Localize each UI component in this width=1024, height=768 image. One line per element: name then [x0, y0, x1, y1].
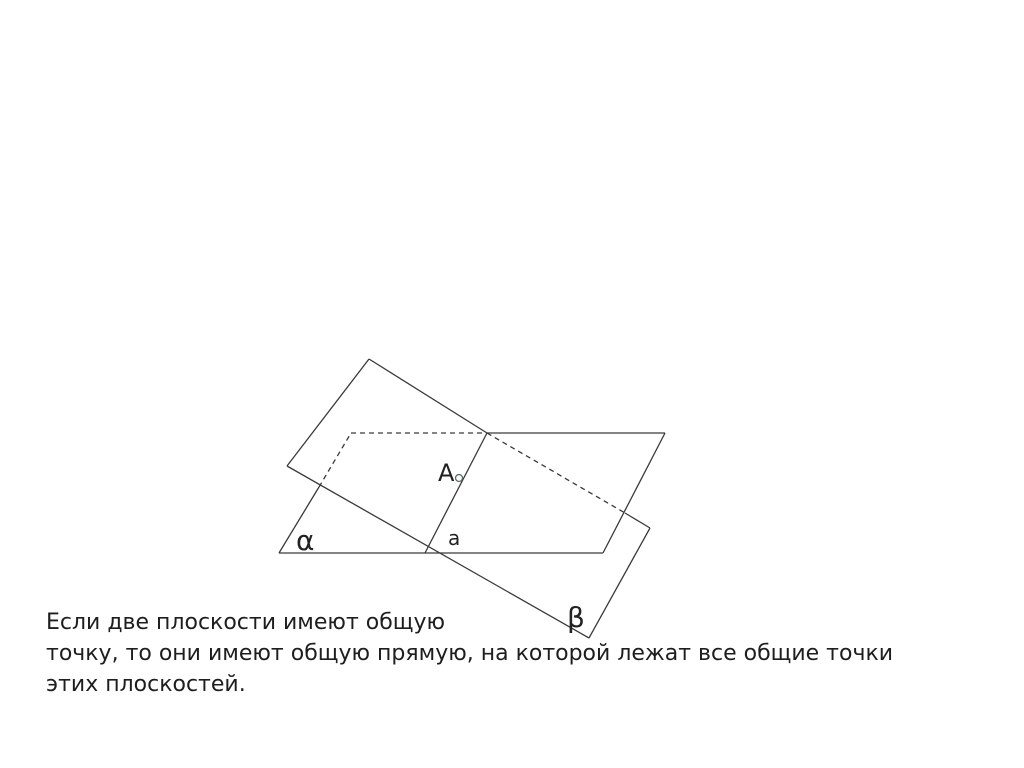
- theorem-statement: [46, 607, 976, 700]
- statement-line-1: Если две плоскости имеют общую: [46, 610, 446, 635]
- point-a-label: A: [438, 459, 455, 487]
- plane-alpha-label: α: [296, 524, 315, 557]
- plane-beta-upper-edge: [369, 359, 487, 433]
- plane-beta-label: β: [567, 601, 585, 634]
- plane-beta: [287, 359, 650, 638]
- plane-alpha-right-edge: [603, 433, 665, 553]
- point-a-marker: [456, 475, 463, 482]
- plane-beta-upper-edge-hidden: [487, 433, 625, 513]
- statement-line-2: точку, то они имеют общую прямую, на которой лежат все общие точки: [46, 641, 894, 666]
- plane-beta-upper-edge-end: [625, 513, 650, 528]
- line-a-label: a: [448, 526, 461, 550]
- plane-alpha-left-edge-hidden: [319, 433, 351, 487]
- statement-line-3: этих плоскостей.: [46, 672, 246, 697]
- plane-beta-top-edge: [287, 359, 369, 466]
- plane-alpha: [279, 433, 665, 553]
